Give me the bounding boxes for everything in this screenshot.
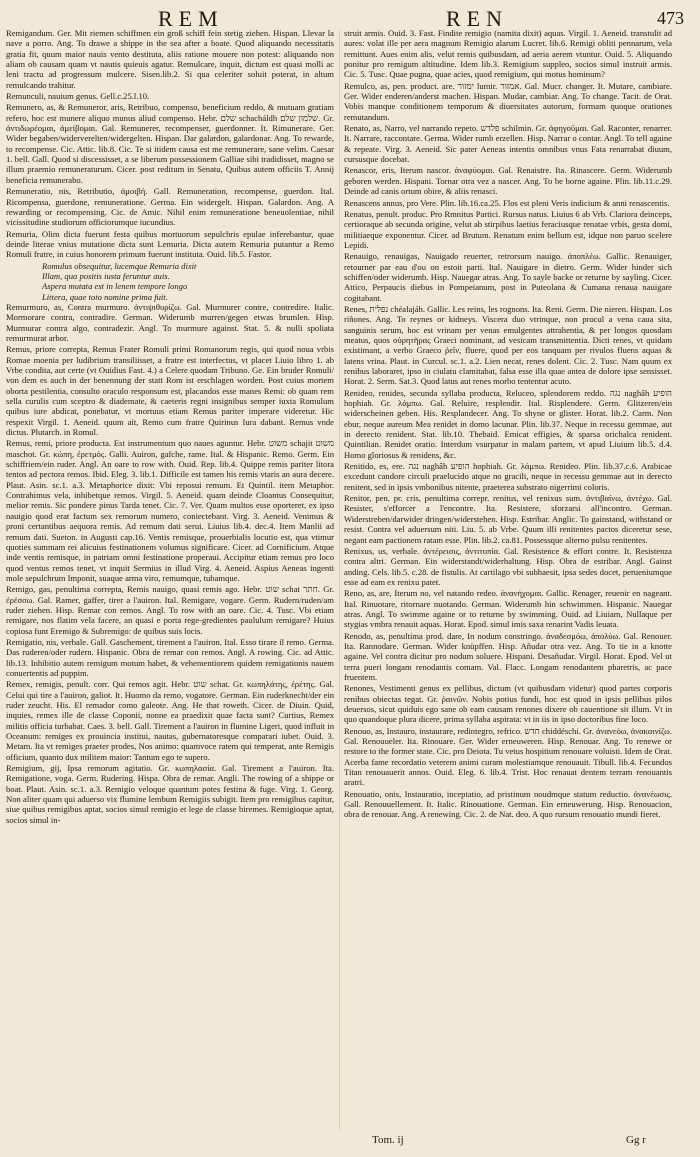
right-column [344,28,672,821]
entry-remunculi: Remunculi, nauium genus. Gell.c.25.l.10. [6,91,150,102]
column-divider [339,30,340,1130]
page-number: 473 [657,8,684,28]
entry-renones: Renones, Vestimenti genus ex pellibus, dictum (vt quibusdam videtur) quod partes corporis renibus obiectas tegat. Gr. ῥαινῶν. Nobis potius fundi, hoc est quod in ipsis pellibus pilos deuersos, sicut quiduis ego sane ob eam causam renones dixere ob cauentione sit illum. Vt in quo quandoque plura dicere, prima syllaba aspirata: vt in iis in ipso doctoribus fine loco. [344,683,672,725]
left-column [6,28,334,826]
entry-renodo: Renodo, as, penultima prod. dare, In nodum constringo. ἀναδεσμόω, ἀπολύω. Gal. Renouer. Ita. Rannodare. German. Wider knüpffen. Hisp. Añudar otra vez. Ang. To tie in a knotte againe. Vel contra dicitur pro nodum soluere. Hispani. Desañudar. Virgil. Horat. Epod. Vel ut terra pueri longam renodantis comam. Val. Flacc. Longam renodantem pharetris, ac pace fruentem. [344,630,672,682]
entry-remigatio: Remigatio, nis, verbale. Gall. Gaschement, tirement a l'auiron. Ital. Esso tirare il remo. Germa. Das ruderen/oder rudern. Hispanic. Obra de remar con remos. Angl. A rowing. Cic. ad Attic. lib.13. Inhibitio autem remigum motum habet, & vehementiorem quidem remigationis nauem conuertentis ad puppim. [6,636,334,678]
entry-renouatio: Renouatio, onis, Instauratio, inceptatio, ad pristinum noudmque statum reductio. ἀνανέωσις. Gall. Renouuellement. It. Italic. Rinouatione. German. Ein erneuwerung. Hisp. Renouacion, obra de renouar. Ang. A renewing. Cic. 2. de Nat. deo. A quo rursum renouatio mundi fieret. [344,788,672,820]
entry-renarro: Renato, as, Narro, vel narrando repeto. פלדש schilmin. Gr. ἀφηγοῦμαι. Gal. Raconter, renarrer. It. Narrare, raccontare. Germa. Wider rumb erzellen. Hisp. Narrar o contar. Angl. To tell againe & repeate. Virg. 3. Aeneid. Sic pater Aeneas intentis omnibus vnus Fata renarrabat diuum, cursusque docebat. [344,123,672,165]
verse-line: Illam, qua positis iusta feruntur auis. [42,270,170,281]
entry-remigo: Remigo, gas, penultima correpta, Remis nauigo, quasi remis ago. Hebr. שוט schat חתר. Gr. ἐρέσσω. Gal. Ramer, gaffer, tirer a l'auiron. Ital. Remigare, vogare. Germ. Rudern/ruden/am ruder ziehen. Hisp. Remar con remos. Angl. To row with an oare. Cic. 4. Tusc. Vbi etiam remigare, nos flatim vela facere, an quasi e porta rege-gredientes paululum remigare? Huius copiosa funt Eremigo & Subremigo: de quibus suis locis. [6,584,334,636]
entry-remigandum: Remigandum. Ger. Mit riemen schiffmen ein groß schiff fein stetig ziehen. Hispan. Llevar la nave a porro. Ang. To drawe a shippe in the sea after a boate. Quod aliquando necessitatis gratia fit, quum maior nauis vento destituta, aliis ratione mouere non potest: aliquando non aliam ob causam quam vt nautis quieuis agatur. Remulcare, inquit, dictum est quasi molli ac leni tractu ad progressum mulcere. Sisen.lib.2. Si qua celeriter soluit poterat, in altum remulcando trahitur. [6,28,334,90]
entry-renascor: Renascor, eris, Iterum nascor. ἀναφύομαι. Gal. Renaistre. Ita. Rinascere. Germ. Widerumb geboren werden. Hispani. Tornar otra vez a nascer. Ang. To be borne againe. Plin. lib.11.c.29. Deinde ad canis ortum obire, & aliis renasci. [344,165,672,197]
entry-renixus: Renixus, us, verbale. ἀντέρεισις, ἀντιτυπία. Gal. Resistence & effort contre. It. Resistenza contra altri. German. Ein widerstandt/widerhaltung. Hisp. Obra de estribar. Angl. Gainst anding. Cels. lib.5. c.28. de fistulis. At cartilago vbi subhaesit, ipsa sedes docet, perueniumque esse ad eam ex renixu patet. [344,545,672,587]
entry-remuto: Remulco, as, pen. product. are. ימזור lumir. אמזור. Gal. Mucr. changer. It. Mutare, cambiare. Ger. Wider enderen/anderst machen. Hispan. Mudar, cambiar. Ang. To change. Tacit. de Orat. Vobis manque conditionem temporum & diuersitates autorum, formam quoque orationes remutandum. [344,80,672,122]
entry-remex: Remex, remigis, penult. corr. Qui remos agit. Hebr. שוט schat. Gr. κωπηλάτης, ἐρέτης. Gal. Celui qui tire a l'auiron, galiot. It. Huomo da remo, vogatore. German. Ein ruderknecht/der ein ruder zeucht. His. El remador como galeote. Ang. He that roweth. Cicer. de Diuin. Quid, inquies, remex ille de classe Coponii, nonne ea praedixit quae facta sunt? Curtius, Remex militis officia turbabat. Caes. 3. bell. Gall. Tirement a l'auiron in flumine Ligeri, quod influit in Oceanum: remiges ex prouincia institui, nautas, gubernatoresque comparari iubet. Ouid. 3. Metam. Ita vt remiges praeter prodes, Nos animo: quamvoce ratem qui temperat, ante Remigis officium, quanto dux militem maior: Tantum ego te supero. [6,679,334,762]
entry-renitor: Renitor, pen. pr. cris, penultima correpr. renitus, vel renixus sum. ἀντιβαίνω, ἀντέχω. Gal. Resister, s'efforcer a l'encontre. Ita. Resistere, sforzarsi all'incontro. German. Widerstreben/darwider dringen/widerstehen. Hisp. Estribar. Anglic. To gainstand, withstand or resist. Contra vel aduersum niti. Liu. 5. ab Vrbe. Quum illi renitentes pactos diceretur sese, negant eam pactionem ratam esse. Plin. lib.2. ca.81. Possessque alterno pulsu renitentes. [344,493,672,545]
entry-remus-frater: Remus, priore correpta, Remus Frater Romuli primi Romanorum regis, qui quod noua vrbis Romae moenia per ludibrium transiliisset, a fratre est interfectus, vt placet Liuio libro 1. ab Vrbe condita, aut certe (vt Ouidius Fast. 4.) a Celere quodam Tribuno. Ge. Ein bruder Romuli/ von dem es auch in der benennung der statt Rom ist erschlagen worden. Post cuius mortem oborta pestilentia, consulto oraculo responsum est, placandos esse manes Remi: ob quam rem sella curulis cum sceptro & diademate, & caeteris regni insignibus semper iuxta Romulum quibus iure abdicat, ponebatur, vt mortuus etiam Remus pariter imperare videretur. Hic respexit Virgil. 1. Aeneid. quum ait, Remo cum fratre Quirinus Iura dabant. Remus vnde dictus. Plutarch. in Romul. [6,344,334,438]
running-head-left: REM [158,6,224,31]
entry-remuneratio: Remuneratio, nis, Retributio, ἀμοιβή. Gall. Remuneration, recompense, guerdon. Ital. Ricompensa, guerdone, remuneratione. Germa. Ein widergelt. Hispan. Galardon. Ang. A rewarding or recompensing. Cic. de Amic. Nihil enim remuneratione beneuolentiae, nihil vicissitudine studiorum officiorumque iucundius. [6,186,334,228]
entry-remus-remi: Remus, remi, priore producta. Est instrumentum quo naues aguntur. Hebr. משוט schajit משוט maschot. Gr. κώπη, ἐρετμός. Galli. Auiron, gafche, rame. Ital. & Hispanic. Remo. Germ. Ein schiffriem/ein ruder. Angl. An oare to row with. Ouid. Rep. lib.4. Quippe remis pariter litora tentos ad pectora remos. Ibid. Eleg. 3. lib.1. Difficile est tamen his remis vtaris an aura decere. Plaut. Asin. sc.1. a.3. Metaphorice dixit: Vbi reposui remum. Et Quintil. item Metaphor. Contrahimus vela, inhibetque remos. Virgil. 5. Aeneid. quam deinde Cloantus Consequitur, melior remis. Sic pondere pinus Tarda tenet. Cic. 7. Ver. Quam multos esse oporteret, ex ipso nauigio quod erat factum sex remorum numero, coniectebant. Virg. 3. Aeneid. Venimus & proni certantibus aequora remis. Ad remum dati serui. Liuius lib.4. dec.4. Item Manlii ad remum dati. Sueton. in Augusti cap.16. Ventis remisque, prouerbialis locutio est, qua vtimur quoties summam rei alicuius festinationem volumus significare. Cicer. ad Cornificium. Atque inde ventis remisque, in patriam omni festinatione properaui. Accipitur etiam remus pro loco quod ventus remos tenet, vt inquit Sermius in illud Virg. 4. Aeneid. Aspius Aeneas ingenti mole sepulchrum Imponit, suaque arma viro, remumque, tubamque. [6,438,335,583]
entry-remuria: Remuria, Olim dicta fuerunt festa quibus mortuorum sepulchris epulae inferebantur, quae deinde literae vnius mutatione dicta sunt Lemuria. Dicta autem Remuria putantur a Remo Romuli fratre, in cuius honorem primum fuerunt instituta. Ouid. lib.5. Fastor. [6,228,334,260]
running-head-right: REN [446,6,508,31]
entry-remigium: Remigium, gij, Ipsa remorum agitatio. Gr. κωπηλασία. Gal. Tirement a l'auiron. Ita. Remigatione, voga. Germ. Rudering. Hispa. Obra de remar. Angli. The rowing of a shippe or boat. Plaut. Asin. sc.1. a.3. Remigio veloque quantum potes festina & fuge. Virg. 1. Georg. Non aliter quam qui aduerso vix flumine lembum Remigiis subigit. Item pro remigibus capitur, siue quibus remigibus aptat, socios simul remigio et lege de classe biremes. Remigioque aptat, socios simul in- [6,763,334,825]
volume-label: Tom. ij [372,1134,404,1146]
entry-renideo: Renideo, renides, secunda syllaba producta, Reluceo, splendorem reddo. נגה naghâh הופיע hophiah. Gr. λάμπω. Gal. Reluire, resplendir. Ital. Risplendere. Germ. Glitzeren/ein widerscheinen geben. His. Resplandecer. Ang. To shyne or glister. Horat. lib.2. Carm. Non ebur, neque aureum Mea renidet in domo lacunar. Plin. lib.37. Neque in recessu gemmae, aut in derecto renident. Stat. lib.10. Thebaid. Emicat effigies, & sparsa orichalca renident. Quintilian. Renidet oratio. Interdum vsurpatur in malam partem, vt apud Liuium lib.5. d.4. Homo gloriosus & renidens, &c. [344,387,672,460]
signature-mark: Gg r [626,1134,646,1146]
entry-renes: Renes, נפלית chéalajáh. Gallic. Les reins, les rognons. Ita. Reni. Germ. Die nieren. Hispan. Los riñones. Ang. To reynes or kidneys. Viscera duo vtrinque, non procul a vena caua sita, sanguinis serum, hoc est vrinam per venas emulgentes attrahentia, & per longos quosdam meatus, quos οὐρητῆρας Graeci nominant, ad vesicam transmittentia. Dicti renes, vt quidam existimant, a verbo Graeco ῥεῖν, fluere, quod per eos tanquam per rivulos fluens aquas & latens vrina. Plaut. in Curcul. sc.1. a.2. Lien necat, renes dolent. Cic. 2. Tusc. Nam quum ex renibus laboraret, ipso in ciulatu clamitabat, falsa esse illa quae antea de dolore ipse sensisset. Horat. 2. Serm. Sat.3. Quod latus aut renes morbo tententur acuto. [344,303,672,387]
entry-remunero: Remunero, as, & Remuneror, aris, Retribuo, compenso, beneficium reddo, & mutuam gratiam refero, hoc est munere aliquo munus aliud compenso. Hebr. שלם schacháldh שלמון שלם. Gr. ἀντιδωρέομαι, ἀμείβομαι. Gal. Remunerer, recompenser, guerdonner. It. Rimunerare. Ger. Wider begaben/widerverelten/widergelten. Hispan. Dar galardon, galardonar. Ang. To rewarde, to recompense. Cic. Attic. lib.8. Cic. Te si itidem causa est me remunerare, sane velim. Caesar 1. bell. Gall. Quod si discessisset, a se liberum possessionem Galliae sibi tradidisset, magno se illum praemio remuneraturum. Cicer. post reditum in Senatu, Quibus autem officiis T. Annij beneficia remunerabo. [6,102,334,185]
entry-reno: Reno, as, are, Iterum no, vel natando redeo. ἀνανήχομαι. Gallic. Renager, reuenir en nageant. Ital. Rinuotare, ritornare nuotando. German. Widerumb hin schwimmen. Hispanic. Nauegar atras. Angl. To swimme againe or to returne by swimming. Ouid. ad Liuiam, Nullaque per stygias vmbra renauit aquas. Horat. Epod. simul imis saxa renarint Vadis leuata. [344,588,672,630]
entry-renascens: Renascens annus, pro Vere. Plin. lib.16.ca.25. Flos est pleni Veris indicium & anni renascentis. [344,197,670,208]
entry-renouo: Renouo, as, Instauro, instaurare, redintegro, refrico. חדש chiddéschi. Gr. ἀνανεόω, ἀνακαινίζω. Gal. Renouueler. Ita. Rinouare. Ger. Wider erneuweren. Hisp. Renouar. Ang. To renewe or restore to the former state. Cic. pro Deiota. Tu vetus hospitium renouare voluisti. Idem de Orat. Acerba fame recordatio veterem animi curam molestiamque renouauit. Tibull. lib.4. Fecundos Titan renouauerit annos. Ouid. Eleg. 6. lib.4. Trist. Hoc renauat dentem terram renouantis aratri. [344,725,672,788]
verse-line: Romulus obsequitur, lucemque Remuria dixit [42,260,197,271]
verse-line: Littera, quae toto nomine prima fuit. [42,291,168,302]
entry-renatus: Renatus, penult. produc. Pro Rmnitus Partici. Rursus natus. Liuius 6 ab Vrb. Clariora deinceps, certioraque ab secunda origine, velut ab stirpibus laetius feraciusque renatae vrbis, gesta domi, militiaeque exponentur. Cicer. ad Brutum. Renatum enim bellum est, idque non paruo scelere Lepidi. [344,208,672,250]
entry-renauigo: Renauigo, renauigas, Nauigado reuerter, retrorsum nauigo. ἀποπλέω. Gallic. Renauiger, retourner par eau d'ou on estoit parti. Ital. Nauigare in dietro. Germ. Wider hinder sich schiffen/oder widerumb. Hisp. Nauegar atras. Ang. To sayle backe or returne by sayling. Cicer. Attico, Perpaucis diebus in Pompeianum, post in Puteolana & Cumana renaua nauigare cogitabant. [344,251,672,303]
page-footer [0,1134,700,1152]
entry-remigium-cont: struit armis. Ouid. 3. Fast. Findite remigio (namita dixit) aquas. Virgil. 1. Aeneid. transtulit ad aures: volat ille per aera magnum Remigio alarum Lucret. lib.6. Remigi obliti pennarum, vela remittunt. Aues enim alis, velut remis quibusdam, ad aeria aerem vtuntur. Ouid. 5. Aliquando ponitur pro remigum altitudine. Idem lib.3. Remigium suppleo, socios simul instruit armis. Cic. 5. Tusc. Quae pugna, quae acies, quod remigium, qui motus hominum? [344,28,672,80]
verse-line: Aspera mutata est in lenem tempore longo [42,281,188,292]
entry-renitido: Renitido, es, ere. נגה naghâh הופיע hophiah. Gr. λάμπω. Renideo. Plin. lib.37.c.6. Arabicae excedunt candore circuli praelucido atque no gracili, neque in recessu gemmae aut in derecto renitent, sed in ipsis vmbonibus nitente, praeterea substrato nigerrimi coloris. [344,461,672,492]
entry-remurmuro: Remurmuro, as, Contra murmuro. ἀντιψιθυρίζω. Gal. Murmurer contre, contredire. Italic. Mormorare contra, contradire. German. Widerumb murren/gegen etwas brumlen. Hisp. Murmurar contra algo, contradezir. Angl. To murmure against. Stat. 5. & nulli spoliata remurmurat arbor. [6,301,334,343]
